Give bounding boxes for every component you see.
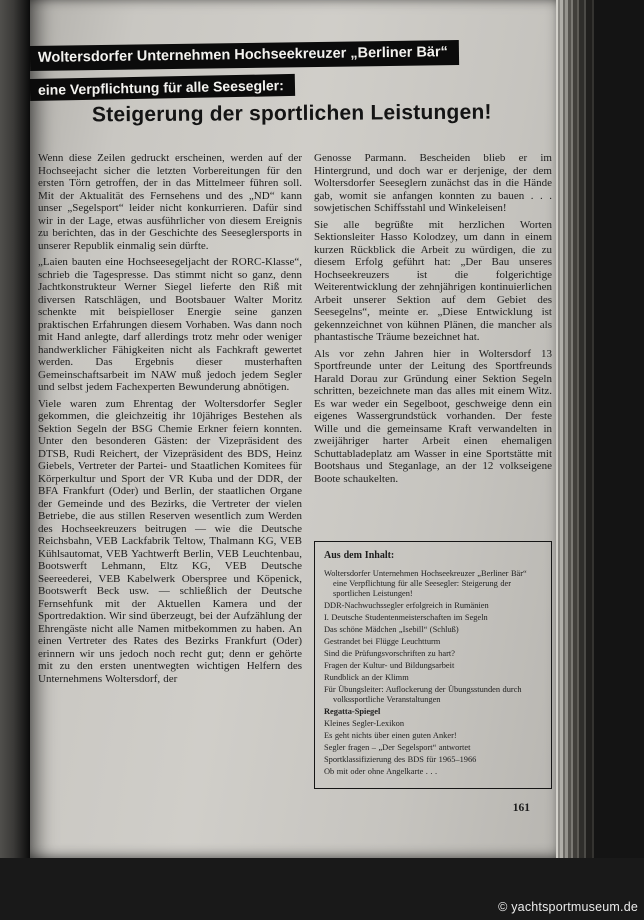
inhalt-item: Das schöne Mädchen „Isebill“ (Schluß)	[324, 624, 459, 634]
para: Viele waren zum Ehrentag der Woltersdorfer Segler gekommen, die gleichzeitig ihr 10jähriges Bestehen als Sektion Segeln der BSG Chemie Erkner feiern konnten. Unter den besonderen Gästen: der Vizepräsident des DTSB, Rudi Reichert, der Vizepräsident des BDS, Heinz Giebels, Vertreter der Partei- und Staatlichen Komitees für Körperkultur und Sport der VR Kuba und der DDR, der BFA Frankfurt (Oder) und Berlin, der staatlichen Organe der Gemeinde und des Bezirks, die Vertreter der vielen Betriebe, die aus stillen Reserven wesentlich zum Werden des Hochseekreuzers beitrugen — wie die Deutsche Reichsbahn, VEB Lackfabrik Teltow, Thalmann KG, VEB Kühlsautomat, VEB Yachtwerft Berlin, VEB Leuchtenbau, Bootswerft Lehmann, Eltz KG, VEB Deutsche Seereederei, VEB Kabelwerk Oberspree und Köpenick, Bootswerft Beck usw. — schließlich der Deutsche Fernsehfunk mit der Aktuellen Kamera und der Sportredaktion. Wir sind überzeugt, bei der Aufzählung der Ehrengäste nicht alle Namen mitbekommen zu haben. An einen Vertreter des Rates des Bezirks Frankfurt (Oder) erinnern wir uns jedoch noch recht gut; denn er gehörte mit zu den ersten unentwegten wichtigen Helfern des Unternehmens Woltersdorf, der	[38, 397, 302, 685]
para: Sie alle begrüßte mit herzlichen Worten Sektionsleiter Hasso Kolodzey, um dann in einem kurzen Rückblick die Arbeit zu würdigen, die zu diesem Erfolg geführt hat: „Der Bau unseres Hochseekreuzers ist die folgerichtige Weiterentwicklung der zehnjährigen kontinuierlichen Arbeit unserer Sektion auf dem Gebiet des Seesegelns“, meinte er. „Diese Entwicklung ist gekennzeichnet von kühnen Plänen, die mancher als phantastische Träume bezeichnet hat.	[314, 218, 552, 343]
inhalt-item: Gestrandet bei Flügge Leuchtturm	[324, 636, 441, 646]
magazine-page	[30, 0, 556, 858]
inhalt-item: Segler fragen – „Der Segelsport“ antwortet	[324, 742, 471, 752]
kicker-text-1: Woltersdorfer Unternehmen Hochseekreuzer „Berliner Bär“	[37, 44, 448, 66]
inhalt-item: Für Übungsleiter: Auflockerung der Übungsstunden durch volkssportliche Veranstaltungen	[324, 684, 522, 704]
kicker-text-2: eine Verpflichtung für alle Seesegler:	[37, 77, 284, 98]
article-column-left	[38, 152, 302, 689]
article-title: Steigerung der sportlichen Leistungen!	[91, 100, 492, 127]
book-gutter-shadow	[0, 0, 30, 862]
table-of-contents-box	[314, 541, 552, 789]
inhalt-item: Fragen der Kultur- und Bildungsarbeit	[324, 660, 455, 670]
inhalt-item: Sportklassifizierung des BDS für 1965–1966	[324, 754, 477, 764]
inhalt-item: Es geht nichts über einen guten Anker!	[324, 730, 457, 740]
inhalt-item: Rundblick an der Klimm	[324, 672, 409, 682]
page-number: 161	[512, 802, 530, 814]
toc-title: Aus dem Inhalt:	[324, 550, 395, 561]
inhalt-item: Ob mit oder ohne Angelkarte . . .	[324, 766, 438, 776]
toc-items	[324, 569, 542, 777]
para: „Laien bauten eine Hochseesegeljacht der RORC-Klasse“, schrieb die Tagespresse. Das stimmt nicht so ganz, denn Jachtkonstrukteur Werner Siegel lieferte den Riß mit diversen Ratschlägen, und Bootsbauer Walter Moritz schenkte mit beispielloser Energie seine ganzen praktischen Erfahrungen diesem Vorhaben. Was dann noch mit Hand anlegte, darf allerdings trotz mehr oder weniger handwerklicher Fähigkeiten nicht als Fachkraft gewertet werden. Das Ergebnis dieser musterhaften Gemeinschaftsarbeit im NAW muß jedoch jedem Segler und selbst jedem Fachexperten Bewunderung abnötigen.	[38, 256, 302, 393]
para: Als vor zehn Jahren hier in Woltersdorf 13 Sportfreunde unter der Leitung des Sportfreunds Harald Dorau zur Gründung einer Sektion Segeln schritten, bezeichnete man das alles mit einem Witz. Es war weder ein Segelboot, geschweige denn ein eigenes Wassergrundstück vorhanden. Der feste Wille und die gemeinsame Kraft verwandelten in zweijähriger harter Arbeit einen ehemaligen Schuttabladeplatz am Wasser in eine Sportstätte mit Bootshaus und Steganlage, an der 12 volkseigene Boote schaukelten.	[314, 347, 552, 485]
inhalt-item: Sind die Prüfungsvorschriften zu hart?	[324, 648, 455, 658]
kicker-bar-1	[30, 40, 459, 71]
inhalt-item: Woltersdorfer Unternehmen Hochseekreuzer „Berliner Bär“ eine Verpflichtung für alle Seesegler: Steigerung der sportlichen Leistungen!	[324, 568, 527, 598]
para: Wenn diese Zeilen gedruckt erscheinen, werden auf der Hochseejacht sicher die letzten Vorbereitungen für den ersten Törn getroffen, der in das Mittelmeer führen soll. Mit der Aktualität des Fernsehens und des „ND“ kann unser „Segelsport“ leider nicht konkurrieren. Dafür sind wir in der Lage, etwas ausführlicher von diesem Ereignis zu berichten, das in der Geschichte des Seeseglersports in unserer Republik einmalig sein dürfte.	[38, 152, 302, 252]
book-page-edges	[556, 0, 644, 862]
inhalt-item: Kleines Segler-Lexikon	[324, 718, 405, 728]
kicker-bar-2	[30, 74, 295, 101]
inhalt-item: Regatta-Spiegel	[324, 706, 381, 716]
watermark-credit: © yachtsportmuseum.de	[498, 900, 638, 914]
article-column-right-text	[314, 152, 552, 485]
inhalt-item: DDR-Nachwuchssegler erfolgreich in Rumänien	[324, 600, 489, 610]
article-column-right	[314, 152, 552, 789]
inhalt-item: I. Deutsche Studentenmeisterschaften im Segeln	[324, 612, 488, 622]
para: Genosse Parmann. Bescheiden blieb er im Hintergrund, und doch war er derjenige, der dem Woltersdorfer Seeseglern zunächst das in die Hände gab, womit sie anfangen konnten zu bauen . . . sowjetischen Schiffsstahl und Winkeleisen!	[314, 152, 552, 214]
